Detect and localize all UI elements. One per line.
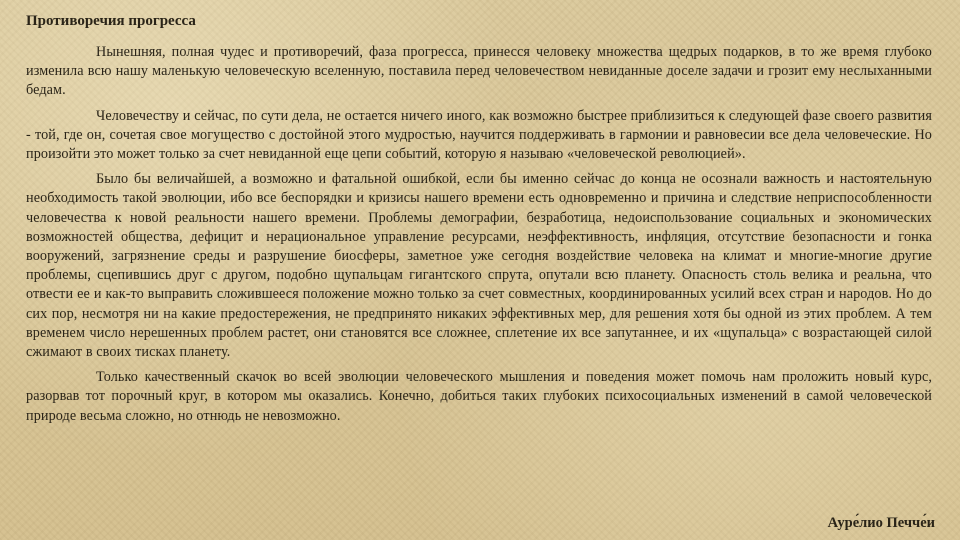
document-page [26,12,935,532]
author-signature: Ауре́лио Печче́и [827,515,935,531]
paragraph-3: Было бы величайшей, а возможно и фатальной ошибкой, если бы именно сейчас до конца не осознали важность и настоятельную необходимость такой эволюции, ибо все беспорядки и кризисы нашего времени есть одновременно и причина и следствие неприспособленности человечества к новой реальности нашего времени. Проблемы демографии, безработица, недоиспользование социальных и экономических возможностей общества, дефицит и нерациональное управление ресурсами, неэффективность, инфляция, отсутствие безопасности и гонка вооружений, загрязнение среды и разрушение биосферы, заметное уже сегодня воздействие человека на климат и многие-многие другие проблемы, сцепившись друг с другом, подобно щупальцам гигантского спрута, опутали всю планету. Опасность столь велика и реальна, что отвести ее и как-то выправить сложившееся положение можно только за счет совместных, координированных усилий всех стран и народов. Но до сих пор, несмотря ни на какие предостережения, не предпринято никаких эффективных мер, для решения хотя бы одной из этих проблем. А тем временем число нерешенных проблем растет, они становятся все сложнее, сплетение их все запутаннее, и их «щупальца» с возрастающей силой сжимают в своих тисках планету. [26,171,932,361]
paragraph-1: Нынешняя, полная чудес и противоречий, фаза прогресса, принесся человеку множества щедрых подарков, в то же время глубоко изменила всю нашу маленькую человеческую вселенную, поставила перед человечеством невиданные доселе задачи и грозит ему неслыханными бедам. [26,44,932,99]
paragraph-2: Человечеству и сейчас, по сути дела, не остается ничего иного, как возможно быстрее приблизиться к следующей фазе своего развития - той, где он, сочетая свое могущество с достойной этого мудростью, научится поддерживать в гармонии и равновесии все дела человеческие. Но произойти это может только за счет невиданной еще цепи событий, которую я называю «человеческой революцией». [26,107,932,163]
document-title: Противоречия прогресса [26,13,196,29]
paragraph-4: Только качественный скачок во всей эволюции человеческого мышления и поведения может помочь нам проложить новый курс, разорвав тот порочный круг, в котором мы оказались. Конечно, добиться таких глубоких психосоциальных изменений в самой человеческой природе весьма сложно, но отнюдь не невозможно. [26,369,932,424]
